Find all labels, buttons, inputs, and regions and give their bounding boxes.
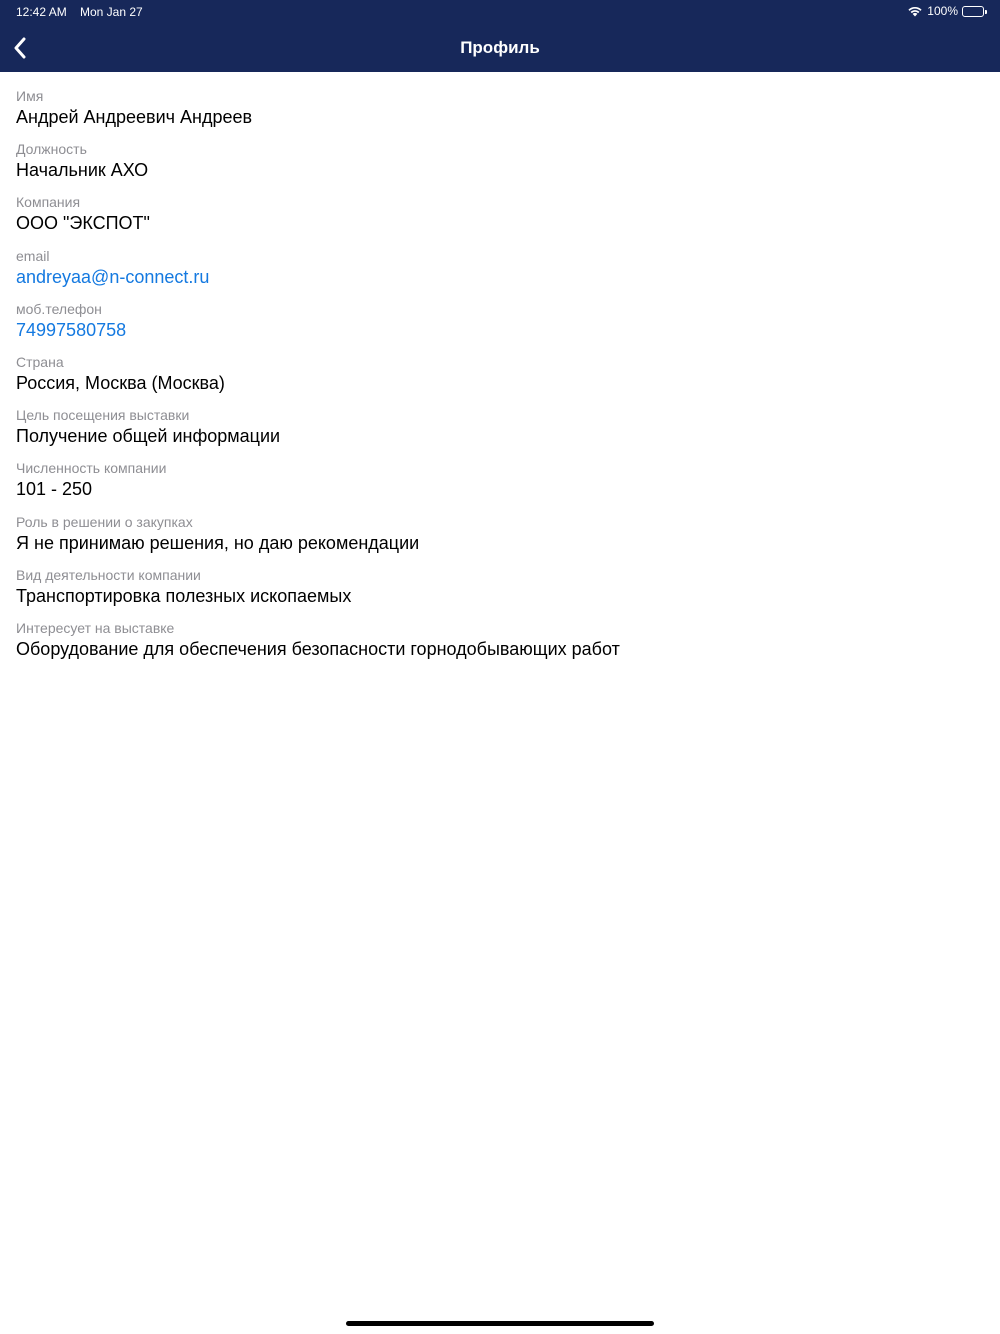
field-value: Оборудование для обеспечения безопасности горнодобывающих работ [16,638,620,659]
status-right [907,4,984,18]
field-label: Имя [16,88,44,104]
status-bar [0,0,1000,24]
navigation-bar [0,24,1000,72]
field-value: Россия, Москва (Москва) [16,372,225,393]
status-date: Mon Jan 27 [80,5,143,19]
field-label: Вид деятельности компании [16,566,201,583]
field-label: Численность компании [16,460,167,477]
field-company [16,192,984,245]
field-label: моб.телефон [16,300,102,317]
profile-details [16,86,984,671]
field-value: ООО "ЭКСПОТ" [16,213,150,234]
email-link[interactable]: andreyaa@n-connect.ru [16,266,210,287]
field-label: email [16,247,50,264]
field-activity [16,565,984,618]
phone-link[interactable]: 74997580758 [16,319,127,340]
field-label: Интересует на выставке [16,619,175,636]
field-value: Транспортировка полезных ископаемых [16,585,352,606]
field-phone [16,299,984,352]
field-name [16,86,984,139]
field-email [16,246,984,299]
field-position [16,139,984,192]
battery-percent: 100% [927,4,958,18]
field-value: Получение общей информации [16,426,281,447]
page-title: Профиль [460,38,540,57]
battery-icon [962,6,984,17]
field-purchase-role [16,512,984,565]
wifi-icon [907,5,923,17]
field-company-size [16,458,984,511]
field-value: Андрей Андреевич Андреев [16,107,253,127]
field-label: Компания [16,194,81,211]
home-indicator[interactable] [346,1321,654,1326]
field-visit-purpose [16,405,984,458]
field-value: Начальник АХО [16,160,149,181]
status-time: 12:42 AM [16,5,67,19]
field-label: Страна [16,353,64,370]
field-interests [16,618,984,671]
field-value: Я не принимаю решения, но даю рекомендации [16,532,420,553]
field-label: Цель посещения выставки [16,407,190,424]
field-country [16,352,984,405]
top-bar [0,0,1000,72]
field-label: Роль в решении о закупках [16,513,193,530]
field-label: Должность [16,141,87,158]
field-value: 101 - 250 [16,479,93,500]
